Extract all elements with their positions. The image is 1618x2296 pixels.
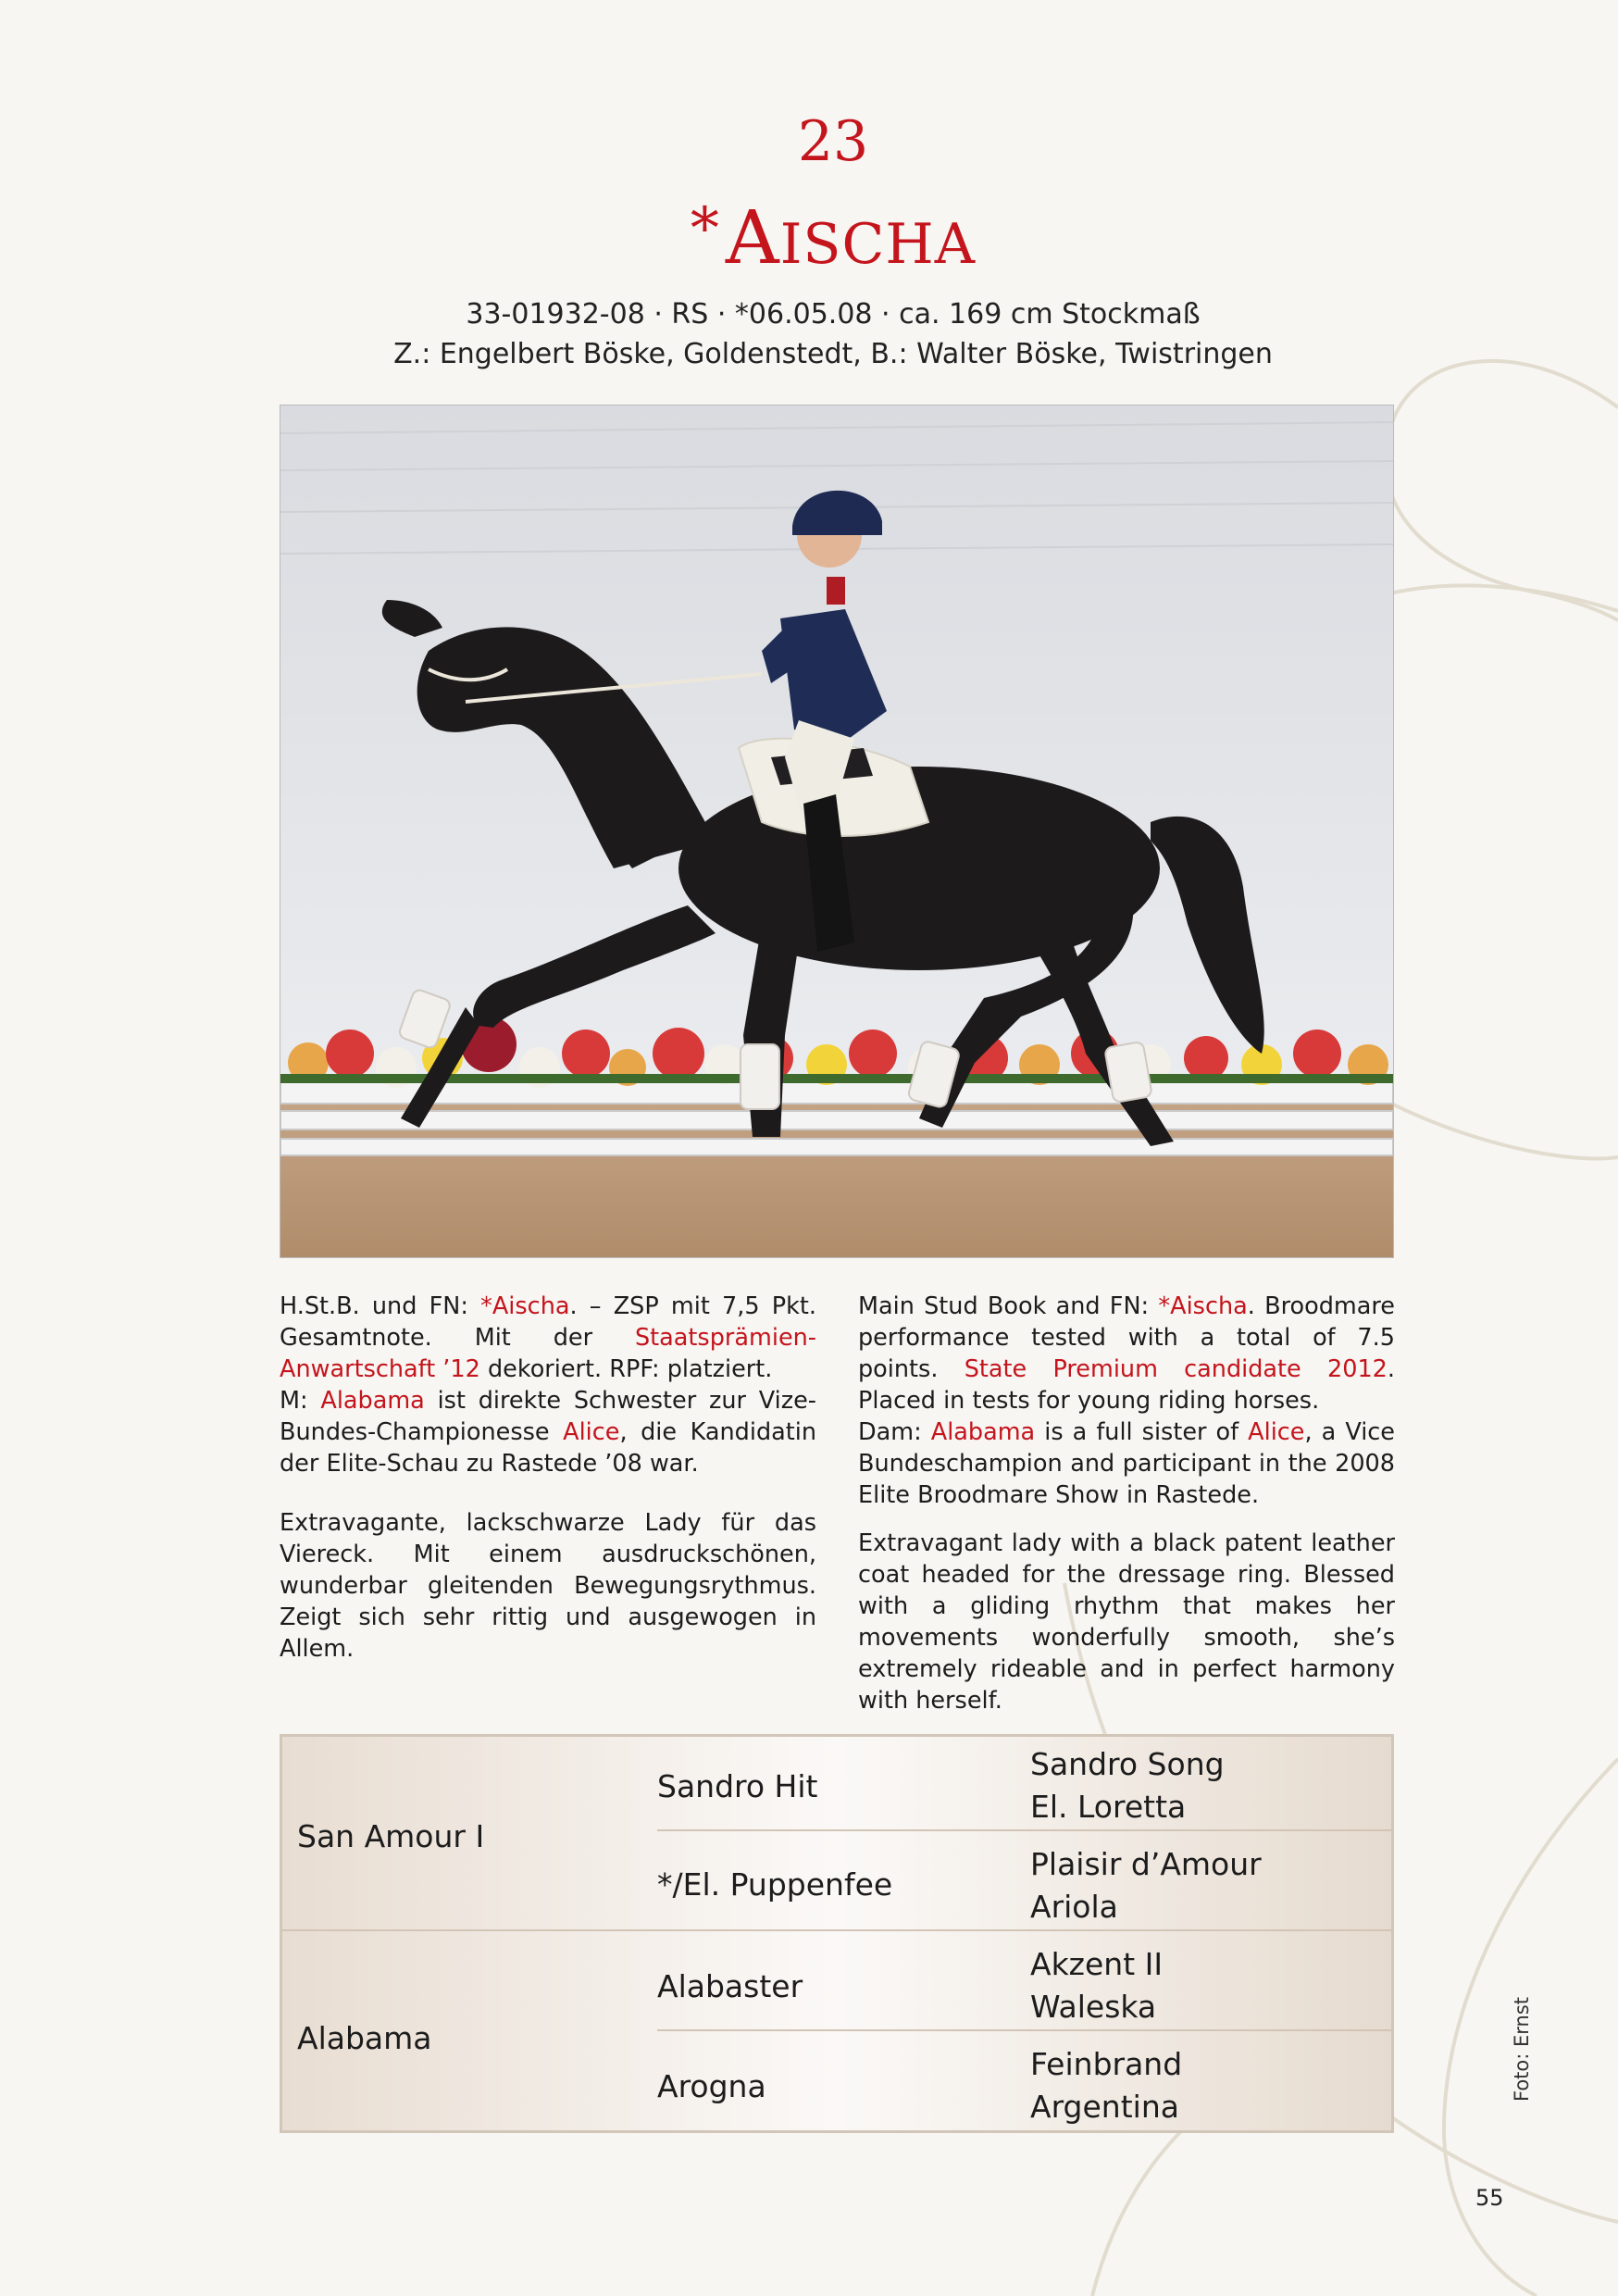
pedigree-dam-sire: Alabaster	[657, 1968, 803, 2004]
breeder-owner-line: Z.: Engelbert Böske, Goldenstedt, B.: Walter Böske, Twistringen	[393, 338, 1273, 370]
de-text: M:	[280, 1387, 321, 1415]
en-award: State Premium candidate 2012	[964, 1355, 1388, 1383]
page-number: 55	[1475, 2185, 1504, 2211]
pedigree-sire-sire-dam: El. Loretta	[1030, 1789, 1187, 1825]
en-dam-name: Alabama	[930, 1418, 1036, 1446]
description-english	[858, 1291, 1395, 1744]
pedigree-dam-dam: Arogna	[657, 2068, 766, 2104]
description-german	[280, 1291, 816, 1692]
pedigree-sire-sire: Sandro Hit	[657, 1768, 818, 1804]
horse-name-rest: ISCHA	[779, 212, 977, 277]
en-horse-name: *Aischa	[1158, 1292, 1248, 1320]
horse-name	[0, 194, 1618, 281]
en-text: , a Vice Bundeschampion and participant in the 2008 Elite Broodmare Show in Rastede.	[858, 1418, 1395, 1509]
pedigree-divider	[657, 2029, 1391, 2031]
de-dam-name: Alabama	[320, 1387, 425, 1415]
pedigree-dam-sire-dam: Waleska	[1030, 1989, 1157, 2025]
en-text: Dam:	[858, 1418, 931, 1446]
horse-photo	[280, 405, 1394, 1258]
pedigree-dam-sire-sire: Akzent II	[1030, 1946, 1164, 1982]
de-award: Staatsprämien-Anwartschaft ’12	[280, 1324, 816, 1383]
pedigree-sire-dam: */El. Puppenfee	[657, 1866, 893, 1903]
pedigree-sire-dam-sire: Plaisir d’Amour	[1030, 1846, 1262, 1882]
english-paragraph-2: Extravagant lady with a black patent leather coat headed for the dressage ring. Blessed with a gliding rhythm that makes her movements wonderfully smooth, she’s extremely rideable and in perfect harmony with herself.	[858, 1529, 1395, 1715]
pedigree-table	[280, 1734, 1394, 2133]
de-text: . – ZSP mit 7,5 Pkt. Gesamtnote. Mit der	[280, 1292, 816, 1352]
pedigree-divider-main	[282, 1929, 1391, 1931]
pedigree-dam-dam-sire: Feinbrand	[1030, 2046, 1183, 2082]
registration-line: 33-01932-08 · RS · *06.05.08 · ca. 169 cm Stockmaß	[466, 298, 1201, 331]
de-text: ist direkte Schwester zur Vize-Bundes-Championesse	[280, 1387, 816, 1446]
pedigree-dam-dam-dam: Argentina	[1030, 2089, 1179, 2125]
de-text: , die Kandidatin der Elite-Schau zu Rastede ’08 war.	[280, 1418, 817, 1478]
de-sister-name: Alice	[563, 1418, 620, 1446]
star-mark: *	[690, 194, 720, 262]
pedigree-divider	[657, 1829, 1391, 1831]
pedigree-dam: Alabama	[297, 2020, 432, 2056]
en-text: Main Stud Book and FN:	[858, 1292, 1159, 1320]
catalog-number: 23	[797, 109, 869, 174]
pedigree-sire: San Amour I	[297, 1818, 485, 1854]
german-paragraph-2: Extravagante, lackschwarze Lady für das Viereck. Mit einem ausdruckschönen, wunderbar gleitenden Bewegungsrythmus. Zeigt sich sehr rittig und ausgewogen in Allem.	[280, 1509, 816, 1663]
horse-name-initial: A	[725, 194, 780, 281]
en-text: . Placed in tests for young riding horses.	[858, 1355, 1395, 1415]
dressage-horse-illustration	[280, 406, 1393, 1257]
de-text: dekoriert. RPF: platziert.	[479, 1355, 773, 1383]
photo-credit: Foto: Ernst	[1511, 1996, 1533, 2102]
en-text: is a full sister of	[1035, 1418, 1249, 1446]
german-paragraph-1	[280, 1291, 816, 1479]
pedigree-sire-dam-dam: Ariola	[1030, 1889, 1118, 1925]
english-paragraph-1	[858, 1291, 1395, 1511]
pedigree-sire-sire-sire: Sandro Song	[1030, 1746, 1225, 1782]
en-sister-name: Alice	[1248, 1418, 1305, 1446]
de-text: H.St.B. und FN:	[280, 1292, 481, 1320]
en-text: . Broodmare performance tested with a total of 7.5 points.	[858, 1292, 1395, 1383]
de-horse-name: *Aischa	[480, 1292, 570, 1320]
